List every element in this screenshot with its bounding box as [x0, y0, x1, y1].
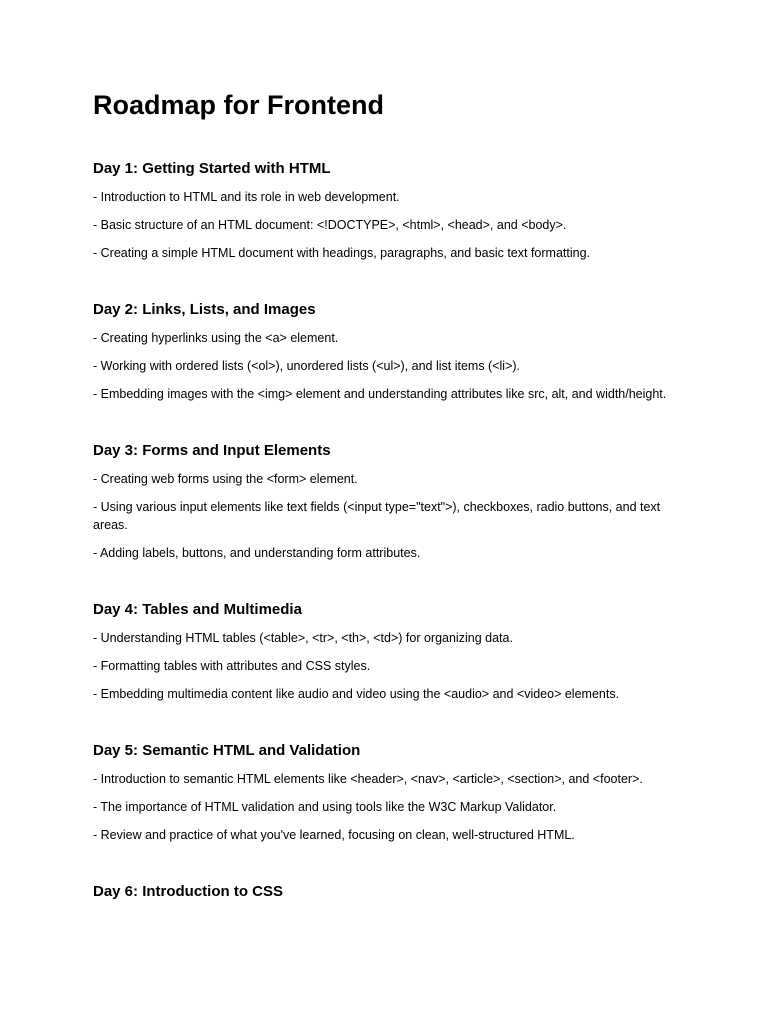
list-item: - Understanding HTML tables (<table>, <tr>, <th>, <td>) for organizing data. — [93, 631, 513, 645]
list-item: - Working with ordered lists (<ol>), unordered lists (<ul>), and list items (<li>). — [93, 359, 521, 373]
list-item: - Creating a simple HTML document with headings, paragraphs, and basic text formatting. — [93, 246, 591, 260]
list-item: - Embedding images with the <img> element and understanding attributes like src, alt, and width/height. — [93, 387, 667, 401]
list-item: - Embedding multimedia content like audio and video using the <audio> and <video> elements. — [93, 687, 620, 701]
section-day-4 — [93, 600, 678, 703]
list-item: - Creating hyperlinks using the <a> element. — [93, 331, 339, 345]
list-item: - Adding labels, buttons, and understanding form attributes. — [93, 546, 421, 560]
section-heading: Day 4: Tables and Multimedia — [93, 601, 302, 618]
section-day-3 — [93, 441, 678, 562]
section-heading: Day 3: Forms and Input Elements — [93, 442, 331, 459]
section-day-2 — [93, 300, 678, 403]
list-item: - Introduction to HTML and its role in web development. — [93, 190, 400, 204]
section-heading: Day 6: Introduction to CSS — [93, 883, 284, 900]
section-day-6 — [93, 882, 678, 902]
list-item: - Formatting tables with attributes and CSS styles. — [93, 659, 371, 673]
list-item: - Review and practice of what you've learned, focusing on clean, well-structured HTML. — [93, 828, 575, 842]
section-heading: Day 5: Semantic HTML and Validation — [93, 742, 361, 759]
section-heading: Day 2: Links, Lists, and Images — [93, 301, 316, 318]
section-heading: Day 1: Getting Started with HTML — [93, 160, 331, 177]
list-item: - Creating web forms using the <form> element. — [93, 472, 358, 486]
section-day-1 — [93, 159, 678, 262]
section-day-5 — [93, 741, 678, 844]
page-title: Roadmap for Frontend — [93, 90, 384, 120]
list-item: - Using various input elements like text fields (<input type="text">), checkboxes, radio buttons, and text areas. — [93, 500, 661, 532]
document-page — [93, 88, 678, 902]
list-item: - Basic structure of an HTML document: <!DOCTYPE>, <html>, <head>, and <body>. — [93, 218, 567, 232]
list-item: - The importance of HTML validation and using tools like the W3C Markup Validator. — [93, 800, 557, 814]
list-item: - Introduction to semantic HTML elements like <header>, <nav>, <article>, <section>, and <footer>. — [93, 772, 643, 786]
